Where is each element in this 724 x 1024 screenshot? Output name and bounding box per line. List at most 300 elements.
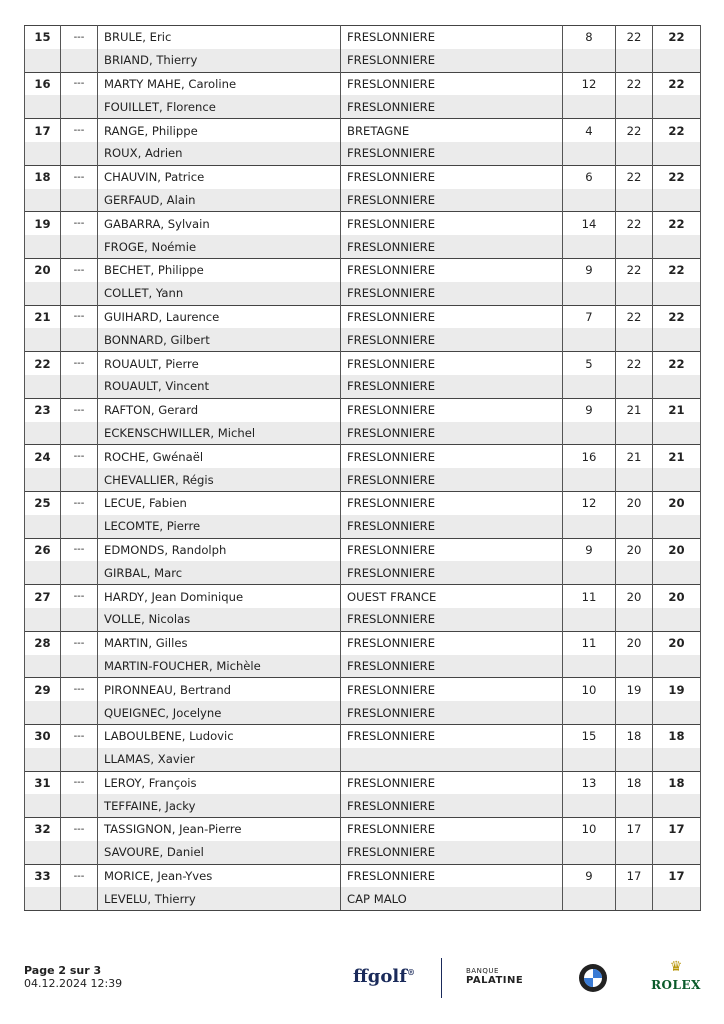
rolex-logo: ♛ ROLEX	[651, 959, 701, 992]
club-name: FRESLONNIERE	[341, 678, 563, 701]
mark-cell: ---	[61, 631, 98, 654]
mark-cell: ---	[61, 398, 98, 421]
player-name: CHAUVIN, Patrice	[98, 165, 341, 188]
club-name: FRESLONNIERE	[341, 841, 563, 864]
score-a: 9	[563, 398, 616, 421]
empty-cell	[25, 655, 61, 678]
empty-cell	[563, 655, 616, 678]
empty-cell	[616, 468, 653, 491]
empty-cell	[653, 515, 701, 538]
player-name: PIRONNEAU, Bertrand	[98, 678, 341, 701]
empty-cell	[563, 561, 616, 584]
club-name: FRESLONNIERE	[341, 655, 563, 678]
score-a: 11	[563, 631, 616, 654]
empty-cell	[61, 95, 98, 118]
mark-cell: ---	[61, 445, 98, 468]
score-a: 12	[563, 72, 616, 95]
rank-cell: 18	[25, 165, 61, 188]
player-name: MARTY MAHE, Caroline	[98, 72, 341, 95]
player-name: ROUAULT, Pierre	[98, 352, 341, 375]
score-a: 9	[563, 258, 616, 281]
club-name: FRESLONNIERE	[341, 305, 563, 328]
empty-cell	[61, 608, 98, 631]
player-name: GERFAUD, Alain	[98, 189, 341, 212]
player-name: RAFTON, Gerard	[98, 398, 341, 421]
empty-cell	[25, 328, 61, 351]
mark-cell: ---	[61, 258, 98, 281]
mark-cell: ---	[61, 26, 98, 49]
empty-cell	[653, 422, 701, 445]
empty-cell	[616, 608, 653, 631]
player-name: TASSIGNON, Jean-Pierre	[98, 818, 341, 841]
score-a: 8	[563, 26, 616, 49]
score-b: 22	[616, 258, 653, 281]
ffgolf-logo: ffgolf®	[353, 966, 415, 987]
club-name: FRESLONNIERE	[341, 282, 563, 305]
club-name: CAP MALO	[341, 887, 563, 910]
empty-cell	[61, 235, 98, 258]
club-name: FRESLONNIERE	[341, 352, 563, 375]
club-name: FRESLONNIERE	[341, 26, 563, 49]
empty-cell	[61, 328, 98, 351]
total-score: 21	[653, 445, 701, 468]
rank-cell: 33	[25, 864, 61, 887]
total-score: 20	[653, 491, 701, 514]
mark-cell: ---	[61, 538, 98, 561]
score-a: 11	[563, 585, 616, 608]
score-b: 19	[616, 678, 653, 701]
empty-cell	[61, 282, 98, 305]
total-score: 21	[653, 398, 701, 421]
score-b: 20	[616, 631, 653, 654]
team-row	[25, 72, 701, 95]
empty-cell	[616, 375, 653, 398]
total-score: 18	[653, 771, 701, 794]
score-b: 22	[616, 26, 653, 49]
total-score: 22	[653, 258, 701, 281]
team-row-partner	[25, 49, 701, 72]
club-name: FRESLONNIERE	[341, 422, 563, 445]
team-row-partner	[25, 422, 701, 445]
empty-cell	[61, 142, 98, 165]
empty-cell	[616, 887, 653, 910]
score-a: 4	[563, 119, 616, 142]
page-number: Page 2 sur 3	[24, 964, 102, 977]
empty-cell	[563, 328, 616, 351]
empty-cell	[61, 655, 98, 678]
empty-cell	[653, 701, 701, 724]
page-footer	[24, 964, 122, 990]
club-name: FRESLONNIERE	[341, 818, 563, 841]
empty-cell	[61, 561, 98, 584]
score-b: 20	[616, 538, 653, 561]
team-row	[25, 724, 701, 747]
rank-cell: 31	[25, 771, 61, 794]
player-name: MARTIN-FOUCHER, Michèle	[98, 655, 341, 678]
club-name: FRESLONNIERE	[341, 515, 563, 538]
empty-cell	[616, 841, 653, 864]
player-name: HARDY, Jean Dominique	[98, 585, 341, 608]
team-row	[25, 538, 701, 561]
player-name: GUIHARD, Laurence	[98, 305, 341, 328]
crown-icon: ♛	[669, 959, 683, 975]
team-row	[25, 585, 701, 608]
rank-cell: 28	[25, 631, 61, 654]
club-name: FRESLONNIERE	[341, 235, 563, 258]
team-row-partner	[25, 235, 701, 258]
club-name: FRESLONNIERE	[341, 49, 563, 72]
player-name: RANGE, Philippe	[98, 119, 341, 142]
empty-cell	[61, 189, 98, 212]
empty-cell	[25, 701, 61, 724]
score-a: 15	[563, 724, 616, 747]
club-name: FRESLONNIERE	[341, 212, 563, 235]
score-b: 22	[616, 212, 653, 235]
player-name: ROUAULT, Vincent	[98, 375, 341, 398]
team-row	[25, 212, 701, 235]
rank-cell: 25	[25, 491, 61, 514]
score-a: 13	[563, 771, 616, 794]
rank-cell: 29	[25, 678, 61, 701]
empty-cell	[25, 468, 61, 491]
team-row-partner	[25, 142, 701, 165]
team-row-partner	[25, 701, 701, 724]
empty-cell	[25, 515, 61, 538]
team-row-partner	[25, 608, 701, 631]
player-name: LECUE, Fabien	[98, 491, 341, 514]
empty-cell	[653, 142, 701, 165]
empty-cell	[61, 468, 98, 491]
club-name: FRESLONNIERE	[341, 864, 563, 887]
club-name: FRESLONNIERE	[341, 794, 563, 817]
club-name: FRESLONNIERE	[341, 72, 563, 95]
club-name: FRESLONNIERE	[341, 561, 563, 584]
team-row	[25, 119, 701, 142]
empty-cell	[563, 515, 616, 538]
club-name: OUEST FRANCE	[341, 585, 563, 608]
empty-cell	[616, 235, 653, 258]
player-name: COLLET, Yann	[98, 282, 341, 305]
empty-cell	[61, 375, 98, 398]
empty-cell	[563, 189, 616, 212]
player-name: BRULE, Eric	[98, 26, 341, 49]
team-row	[25, 631, 701, 654]
player-name: CHEVALLIER, Régis	[98, 468, 341, 491]
mark-cell: ---	[61, 212, 98, 235]
team-row	[25, 678, 701, 701]
club-name: FRESLONNIERE	[341, 445, 563, 468]
empty-cell	[25, 142, 61, 165]
score-b: 22	[616, 305, 653, 328]
empty-cell	[563, 375, 616, 398]
mark-cell: ---	[61, 119, 98, 142]
print-date: 04.12.2024 12:39	[24, 977, 123, 990]
empty-cell	[653, 841, 701, 864]
results-table	[24, 25, 701, 911]
team-row-partner	[25, 375, 701, 398]
player-name: VOLLE, Nicolas	[98, 608, 341, 631]
total-score: 18	[653, 724, 701, 747]
empty-cell	[653, 235, 701, 258]
team-row-partner	[25, 887, 701, 910]
player-name: QUEIGNEC, Jocelyne	[98, 701, 341, 724]
empty-cell	[25, 561, 61, 584]
empty-cell	[61, 515, 98, 538]
mark-cell: ---	[61, 864, 98, 887]
team-row-partner	[25, 515, 701, 538]
player-name: BECHET, Philippe	[98, 258, 341, 281]
empty-cell	[616, 282, 653, 305]
score-b: 22	[616, 352, 653, 375]
empty-cell	[563, 608, 616, 631]
club-name: FRESLONNIERE	[341, 701, 563, 724]
club-name: FRESLONNIERE	[341, 328, 563, 351]
rank-cell: 15	[25, 26, 61, 49]
club-name: FRESLONNIERE	[341, 771, 563, 794]
player-name: ROCHE, Gwénaël	[98, 445, 341, 468]
logo-divider	[441, 958, 442, 998]
team-row	[25, 771, 701, 794]
empty-cell	[61, 841, 98, 864]
empty-cell	[653, 655, 701, 678]
team-row	[25, 864, 701, 887]
score-a: 6	[563, 165, 616, 188]
empty-cell	[563, 794, 616, 817]
rank-cell: 26	[25, 538, 61, 561]
total-score: 22	[653, 26, 701, 49]
team-row-partner	[25, 328, 701, 351]
empty-cell	[616, 49, 653, 72]
rank-cell: 21	[25, 305, 61, 328]
empty-cell	[616, 701, 653, 724]
team-row-partner	[25, 561, 701, 584]
empty-cell	[653, 887, 701, 910]
team-row	[25, 258, 701, 281]
empty-cell	[25, 375, 61, 398]
empty-cell	[563, 701, 616, 724]
club-name: FRESLONNIERE	[341, 724, 563, 747]
mark-cell: ---	[61, 305, 98, 328]
total-score: 22	[653, 72, 701, 95]
empty-cell	[616, 655, 653, 678]
rank-cell: 23	[25, 398, 61, 421]
score-b: 17	[616, 864, 653, 887]
club-name: FRESLONNIERE	[341, 491, 563, 514]
mark-cell: ---	[61, 352, 98, 375]
bmw-logo	[578, 963, 608, 993]
club-name: BRETAGNE	[341, 119, 563, 142]
player-name: GABARRA, Sylvain	[98, 212, 341, 235]
empty-cell	[61, 887, 98, 910]
team-row-partner	[25, 189, 701, 212]
player-name: SAVOURE, Daniel	[98, 841, 341, 864]
empty-cell	[616, 794, 653, 817]
player-name: BRIAND, Thierry	[98, 49, 341, 72]
empty-cell	[653, 468, 701, 491]
team-row	[25, 26, 701, 49]
empty-cell	[25, 748, 61, 771]
rank-cell: 19	[25, 212, 61, 235]
empty-cell	[61, 748, 98, 771]
total-score: 17	[653, 864, 701, 887]
mark-cell: ---	[61, 491, 98, 514]
score-b: 21	[616, 398, 653, 421]
empty-cell	[563, 142, 616, 165]
empty-cell	[25, 608, 61, 631]
empty-cell	[563, 887, 616, 910]
score-a: 5	[563, 352, 616, 375]
club-name	[341, 748, 563, 771]
club-name: FRESLONNIERE	[341, 165, 563, 188]
club-name: FRESLONNIERE	[341, 608, 563, 631]
empty-cell	[653, 608, 701, 631]
score-b: 21	[616, 445, 653, 468]
player-name: LECOMTE, Pierre	[98, 515, 341, 538]
score-b: 20	[616, 491, 653, 514]
score-a: 9	[563, 864, 616, 887]
team-row-partner	[25, 282, 701, 305]
rank-cell: 22	[25, 352, 61, 375]
empty-cell	[563, 282, 616, 305]
empty-cell	[563, 748, 616, 771]
player-name: TEFFAINE, Jacky	[98, 794, 341, 817]
empty-cell	[61, 422, 98, 445]
empty-cell	[563, 841, 616, 864]
total-score: 20	[653, 538, 701, 561]
club-name: FRESLONNIERE	[341, 468, 563, 491]
empty-cell	[563, 468, 616, 491]
club-name: FRESLONNIERE	[341, 398, 563, 421]
mark-cell: ---	[61, 818, 98, 841]
empty-cell	[563, 95, 616, 118]
score-b: 18	[616, 724, 653, 747]
empty-cell	[563, 49, 616, 72]
empty-cell	[61, 49, 98, 72]
player-name: EDMONDS, Randolph	[98, 538, 341, 561]
player-name: ECKENSCHWILLER, Michel	[98, 422, 341, 445]
score-b: 22	[616, 72, 653, 95]
rank-cell: 27	[25, 585, 61, 608]
player-name: ROUX, Adrien	[98, 142, 341, 165]
player-name: LEROY, François	[98, 771, 341, 794]
team-row	[25, 352, 701, 375]
total-score: 22	[653, 165, 701, 188]
total-score: 20	[653, 585, 701, 608]
mark-cell: ---	[61, 678, 98, 701]
team-row	[25, 445, 701, 468]
empty-cell	[616, 561, 653, 584]
score-b: 18	[616, 771, 653, 794]
empty-cell	[25, 887, 61, 910]
mark-cell: ---	[61, 165, 98, 188]
score-a: 14	[563, 212, 616, 235]
empty-cell	[25, 282, 61, 305]
empty-cell	[653, 561, 701, 584]
player-name: FROGE, Noémie	[98, 235, 341, 258]
mark-cell: ---	[61, 724, 98, 747]
empty-cell	[616, 422, 653, 445]
empty-cell	[616, 748, 653, 771]
score-a: 16	[563, 445, 616, 468]
player-name: LLAMAS, Xavier	[98, 748, 341, 771]
total-score: 22	[653, 305, 701, 328]
empty-cell	[25, 95, 61, 118]
empty-cell	[653, 375, 701, 398]
club-name: FRESLONNIERE	[341, 189, 563, 212]
score-b: 22	[616, 119, 653, 142]
empty-cell	[25, 841, 61, 864]
rank-cell: 16	[25, 72, 61, 95]
total-score: 22	[653, 352, 701, 375]
team-row	[25, 398, 701, 421]
score-b: 22	[616, 165, 653, 188]
score-b: 20	[616, 585, 653, 608]
player-name: LABOULBENE, Ludovic	[98, 724, 341, 747]
player-name: FOUILLET, Florence	[98, 95, 341, 118]
score-a: 7	[563, 305, 616, 328]
total-score: 22	[653, 212, 701, 235]
score-a: 9	[563, 538, 616, 561]
total-score: 20	[653, 631, 701, 654]
empty-cell	[616, 189, 653, 212]
banque-palatine-logo: BANQUE PALATINE	[466, 967, 524, 986]
club-name: FRESLONNIERE	[341, 258, 563, 281]
club-name: FRESLONNIERE	[341, 375, 563, 398]
empty-cell	[653, 49, 701, 72]
empty-cell	[653, 328, 701, 351]
empty-cell	[563, 235, 616, 258]
empty-cell	[25, 189, 61, 212]
empty-cell	[25, 235, 61, 258]
player-name: LEVELU, Thierry	[98, 887, 341, 910]
empty-cell	[653, 748, 701, 771]
empty-cell	[25, 422, 61, 445]
player-name: BONNARD, Gilbert	[98, 328, 341, 351]
empty-cell	[653, 189, 701, 212]
empty-cell	[616, 95, 653, 118]
club-name: FRESLONNIERE	[341, 95, 563, 118]
empty-cell	[653, 95, 701, 118]
team-row-partner	[25, 841, 701, 864]
club-name: FRESLONNIERE	[341, 631, 563, 654]
team-row-partner	[25, 468, 701, 491]
score-a: 10	[563, 678, 616, 701]
empty-cell	[25, 49, 61, 72]
player-name: MORICE, Jean-Yves	[98, 864, 341, 887]
team-row-partner	[25, 794, 701, 817]
empty-cell	[616, 142, 653, 165]
rank-cell: 24	[25, 445, 61, 468]
empty-cell	[563, 422, 616, 445]
empty-cell	[616, 515, 653, 538]
rank-cell: 30	[25, 724, 61, 747]
club-name: FRESLONNIERE	[341, 538, 563, 561]
team-row-partner	[25, 748, 701, 771]
mark-cell: ---	[61, 585, 98, 608]
empty-cell	[61, 794, 98, 817]
total-score: 17	[653, 818, 701, 841]
rank-cell: 17	[25, 119, 61, 142]
team-row	[25, 491, 701, 514]
total-score: 22	[653, 119, 701, 142]
score-b: 17	[616, 818, 653, 841]
team-row	[25, 818, 701, 841]
team-row	[25, 305, 701, 328]
score-a: 12	[563, 491, 616, 514]
player-name: MARTIN, Gilles	[98, 631, 341, 654]
total-score: 19	[653, 678, 701, 701]
empty-cell	[616, 328, 653, 351]
